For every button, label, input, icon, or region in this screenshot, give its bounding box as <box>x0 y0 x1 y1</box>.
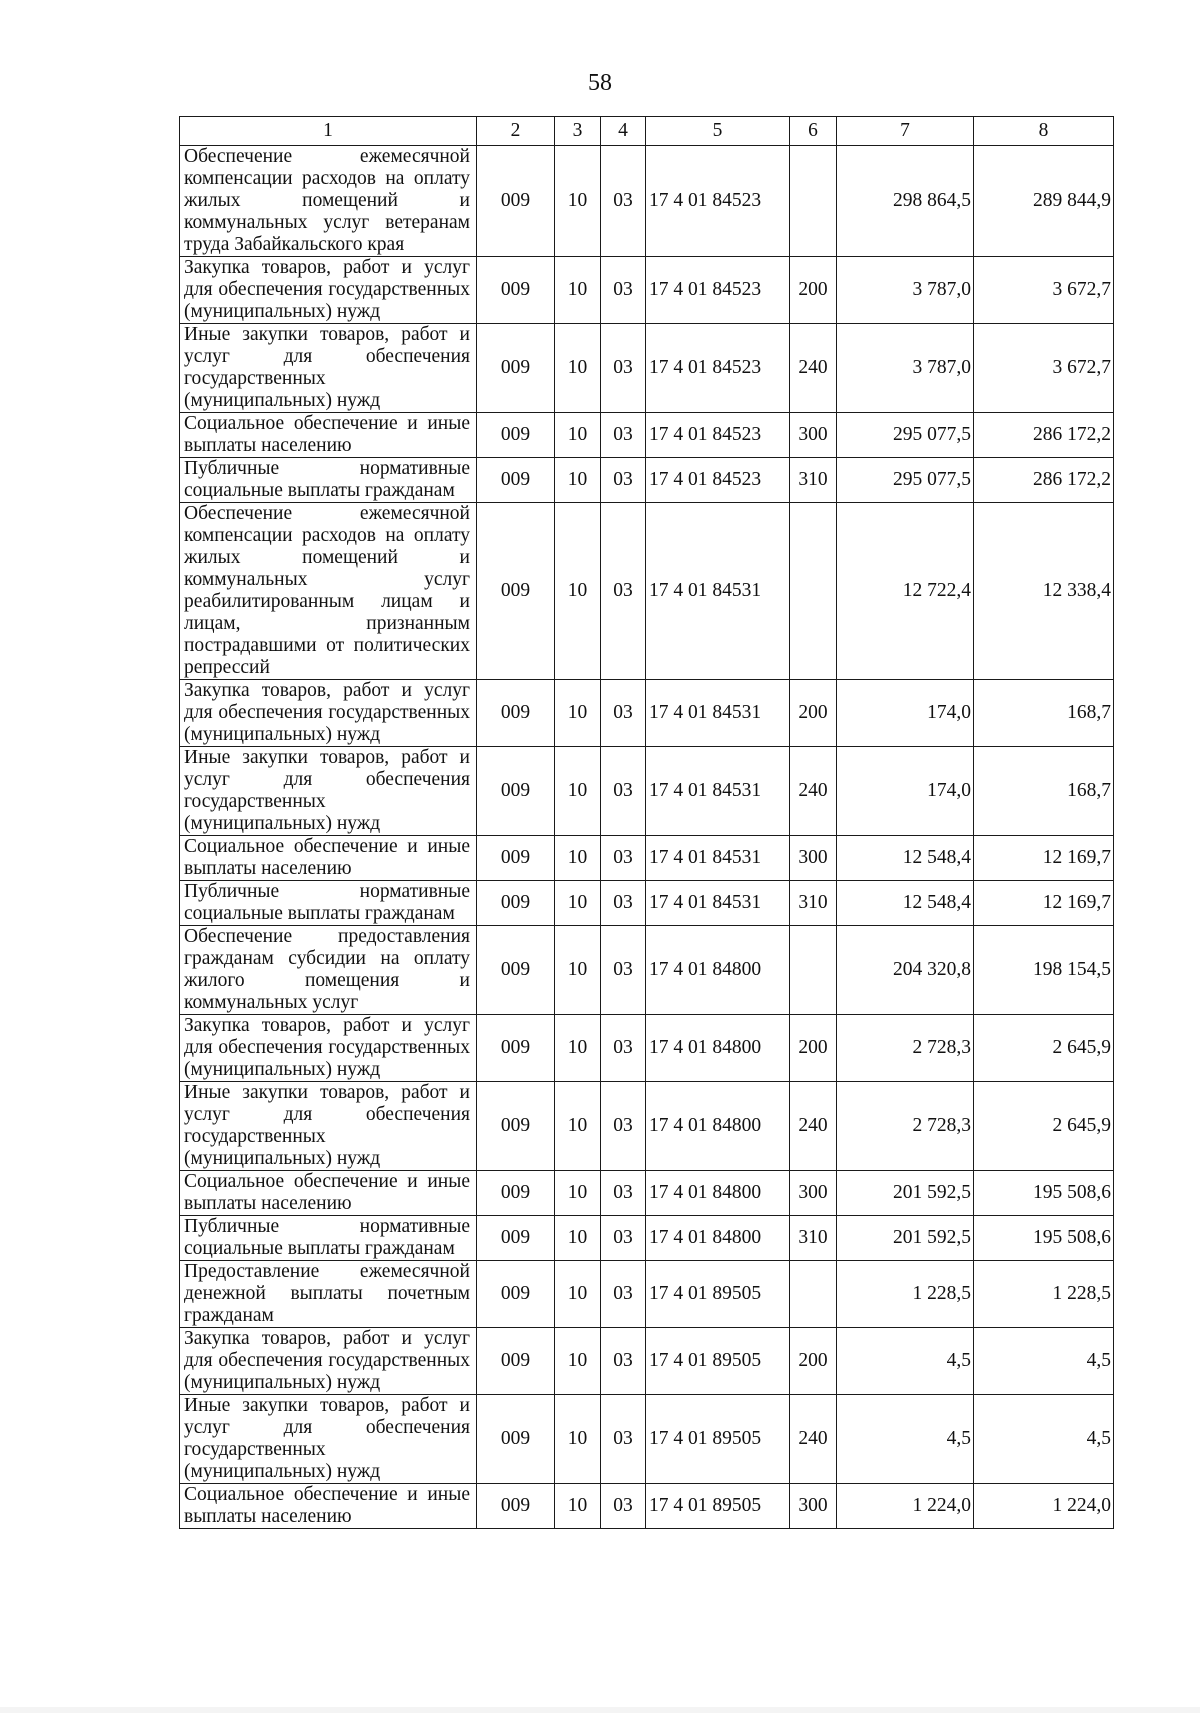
subsection-code: 03 <box>601 257 646 324</box>
table-row <box>180 1395 1114 1484</box>
row-description: Предоставление ежемесячной денежной выплаты почетным гражданам <box>180 1261 477 1328</box>
target-article-code: 17 4 01 89505 <box>646 1328 790 1395</box>
table-row <box>180 680 1114 747</box>
amount-year-2: 286 172,2 <box>974 413 1114 458</box>
ministry-code: 009 <box>477 257 555 324</box>
ministry-code: 009 <box>477 1328 555 1395</box>
amount-year-1: 12 548,4 <box>837 836 974 881</box>
row-description: Иные закупки товаров, работ и услуг для обеспечения государственных (муниципальных) нужд <box>180 747 477 836</box>
expense-type-code: 240 <box>790 1395 837 1484</box>
expense-type-code <box>790 146 837 257</box>
amount-year-1: 4,5 <box>837 1328 974 1395</box>
amount-year-2: 195 508,6 <box>974 1171 1114 1216</box>
target-article-code: 17 4 01 84531 <box>646 503 790 680</box>
section-code: 10 <box>555 257 601 324</box>
scan-edge <box>0 1707 1200 1713</box>
row-description: Публичные нормативные социальные выплаты гражданам <box>180 1216 477 1261</box>
expense-type-code: 200 <box>790 1328 837 1395</box>
target-article-code: 17 4 01 84800 <box>646 1015 790 1082</box>
amount-year-2: 198 154,5 <box>974 926 1114 1015</box>
expense-type-code <box>790 926 837 1015</box>
section-code: 10 <box>555 1484 601 1529</box>
expense-type-code <box>790 503 837 680</box>
ministry-code: 009 <box>477 146 555 257</box>
amount-year-2: 12 169,7 <box>974 881 1114 926</box>
subsection-code: 03 <box>601 1216 646 1261</box>
expense-type-code: 310 <box>790 881 837 926</box>
subsection-code: 03 <box>601 324 646 413</box>
ministry-code: 009 <box>477 1015 555 1082</box>
expense-type-code: 300 <box>790 1171 837 1216</box>
section-code: 10 <box>555 1395 601 1484</box>
budget-table <box>179 116 1114 1529</box>
amount-year-2: 12 169,7 <box>974 836 1114 881</box>
section-code: 10 <box>555 747 601 836</box>
amount-year-1: 174,0 <box>837 680 974 747</box>
amount-year-2: 3 672,7 <box>974 257 1114 324</box>
amount-year-1: 1 228,5 <box>837 1261 974 1328</box>
target-article-code: 17 4 01 89505 <box>646 1261 790 1328</box>
table-row <box>180 881 1114 926</box>
expense-type-code <box>790 1261 837 1328</box>
ministry-code: 009 <box>477 413 555 458</box>
table-row <box>180 1082 1114 1171</box>
row-description: Социальное обеспечение и иные выплаты населению <box>180 413 477 458</box>
ministry-code: 009 <box>477 1395 555 1484</box>
row-description: Закупка товаров, работ и услуг для обеспечения государственных (муниципальных) нужд <box>180 1328 477 1395</box>
section-code: 10 <box>555 1261 601 1328</box>
amount-year-1: 204 320,8 <box>837 926 974 1015</box>
table-row <box>180 1171 1114 1216</box>
table-row <box>180 747 1114 836</box>
amount-year-1: 201 592,5 <box>837 1216 974 1261</box>
amount-year-2: 12 338,4 <box>974 503 1114 680</box>
amount-year-2: 3 672,7 <box>974 324 1114 413</box>
amount-year-1: 201 592,5 <box>837 1171 974 1216</box>
subsection-code: 03 <box>601 1395 646 1484</box>
ministry-code: 009 <box>477 324 555 413</box>
table-body <box>180 146 1114 1529</box>
expense-type-code: 300 <box>790 836 837 881</box>
amount-year-2: 289 844,9 <box>974 146 1114 257</box>
subsection-code: 03 <box>601 747 646 836</box>
amount-year-1: 298 864,5 <box>837 146 974 257</box>
table-row <box>180 1216 1114 1261</box>
expense-type-code: 310 <box>790 1216 837 1261</box>
subsection-code: 03 <box>601 1082 646 1171</box>
table-row <box>180 1328 1114 1395</box>
amount-year-2: 4,5 <box>974 1328 1114 1395</box>
table-row <box>180 1015 1114 1082</box>
amount-year-2: 4,5 <box>974 1395 1114 1484</box>
target-article-code: 17 4 01 84531 <box>646 836 790 881</box>
ministry-code: 009 <box>477 1171 555 1216</box>
amount-year-1: 2 728,3 <box>837 1015 974 1082</box>
ministry-code: 009 <box>477 1484 555 1529</box>
ministry-code: 009 <box>477 1216 555 1261</box>
target-article-code: 17 4 01 84531 <box>646 881 790 926</box>
subsection-code: 03 <box>601 413 646 458</box>
ministry-code: 009 <box>477 1082 555 1171</box>
header-row <box>180 117 1114 146</box>
amount-year-2: 168,7 <box>974 747 1114 836</box>
section-code: 10 <box>555 1328 601 1395</box>
section-code: 10 <box>555 1015 601 1082</box>
amount-year-1: 1 224,0 <box>837 1484 974 1529</box>
amount-year-2: 1 224,0 <box>974 1484 1114 1529</box>
subsection-code: 03 <box>601 1261 646 1328</box>
ministry-code: 009 <box>477 836 555 881</box>
subsection-code: 03 <box>601 1484 646 1529</box>
section-code: 10 <box>555 680 601 747</box>
amount-year-2: 2 645,9 <box>974 1082 1114 1171</box>
amount-year-1: 2 728,3 <box>837 1082 974 1171</box>
row-description: Закупка товаров, работ и услуг для обеспечения государственных (муниципальных) нужд <box>180 257 477 324</box>
expense-type-code: 300 <box>790 1484 837 1529</box>
table-row <box>180 458 1114 503</box>
section-code: 10 <box>555 926 601 1015</box>
expense-type-code: 240 <box>790 324 837 413</box>
ministry-code: 009 <box>477 926 555 1015</box>
ministry-code: 009 <box>477 503 555 680</box>
amount-year-1: 174,0 <box>837 747 974 836</box>
amount-year-1: 12 548,4 <box>837 881 974 926</box>
subsection-code: 03 <box>601 1015 646 1082</box>
subsection-code: 03 <box>601 458 646 503</box>
expense-type-code: 240 <box>790 747 837 836</box>
section-code: 10 <box>555 324 601 413</box>
amount-year-1: 3 787,0 <box>837 257 974 324</box>
row-description: Иные закупки товаров, работ и услуг для обеспечения государственных (муниципальных) нужд <box>180 1082 477 1171</box>
target-article-code: 17 4 01 84523 <box>646 257 790 324</box>
target-article-code: 17 4 01 89505 <box>646 1484 790 1529</box>
table-row <box>180 1484 1114 1529</box>
header-cell: 6 <box>790 117 837 146</box>
ministry-code: 009 <box>477 747 555 836</box>
row-description: Социальное обеспечение и иные выплаты населению <box>180 1484 477 1529</box>
amount-year-2: 1 228,5 <box>974 1261 1114 1328</box>
row-description: Публичные нормативные социальные выплаты гражданам <box>180 881 477 926</box>
header-cell: 2 <box>477 117 555 146</box>
header-cell: 8 <box>974 117 1114 146</box>
section-code: 10 <box>555 1216 601 1261</box>
header-cell: 7 <box>837 117 974 146</box>
subsection-code: 03 <box>601 881 646 926</box>
ministry-code: 009 <box>477 680 555 747</box>
subsection-code: 03 <box>601 1171 646 1216</box>
amount-year-2: 2 645,9 <box>974 1015 1114 1082</box>
subsection-code: 03 <box>601 503 646 680</box>
ministry-code: 009 <box>477 458 555 503</box>
subsection-code: 03 <box>601 146 646 257</box>
row-description: Иные закупки товаров, работ и услуг для обеспечения государственных (муниципальных) нужд <box>180 324 477 413</box>
amount-year-1: 4,5 <box>837 1395 974 1484</box>
header-cell: 3 <box>555 117 601 146</box>
table-row <box>180 926 1114 1015</box>
section-code: 10 <box>555 146 601 257</box>
row-description: Публичные нормативные социальные выплаты гражданам <box>180 458 477 503</box>
target-article-code: 17 4 01 84800 <box>646 1082 790 1171</box>
expense-type-code: 300 <box>790 413 837 458</box>
section-code: 10 <box>555 413 601 458</box>
section-code: 10 <box>555 881 601 926</box>
target-article-code: 17 4 01 84531 <box>646 680 790 747</box>
header-cell: 4 <box>601 117 646 146</box>
table-row <box>180 324 1114 413</box>
expense-type-code: 200 <box>790 257 837 324</box>
table-row <box>180 146 1114 257</box>
subsection-code: 03 <box>601 680 646 747</box>
table-row <box>180 257 1114 324</box>
amount-year-1: 295 077,5 <box>837 413 974 458</box>
row-description: Закупка товаров, работ и услуг для обеспечения государственных (муниципальных) нужд <box>180 680 477 747</box>
target-article-code: 17 4 01 84523 <box>646 413 790 458</box>
target-article-code: 17 4 01 84800 <box>646 1216 790 1261</box>
section-code: 10 <box>555 1171 601 1216</box>
row-description: Иные закупки товаров, работ и услуг для обеспечения государственных (муниципальных) нужд <box>180 1395 477 1484</box>
row-description: Социальное обеспечение и иные выплаты населению <box>180 836 477 881</box>
table-row <box>180 503 1114 680</box>
subsection-code: 03 <box>601 836 646 881</box>
target-article-code: 17 4 01 84523 <box>646 458 790 503</box>
row-description: Обеспечение ежемесячной компенсации расходов на оплату жилых помещений и коммунальных услуг реабилитированным лицам и лицам, признанным пострадавшими от политических репрессий <box>180 503 477 680</box>
amount-year-2: 286 172,2 <box>974 458 1114 503</box>
row-description: Социальное обеспечение и иные выплаты населению <box>180 1171 477 1216</box>
ministry-code: 009 <box>477 881 555 926</box>
expense-type-code: 240 <box>790 1082 837 1171</box>
subsection-code: 03 <box>601 926 646 1015</box>
row-description: Закупка товаров, работ и услуг для обеспечения государственных (муниципальных) нужд <box>180 1015 477 1082</box>
table-header <box>180 117 1114 146</box>
header-cell: 5 <box>646 117 790 146</box>
expense-type-code: 310 <box>790 458 837 503</box>
amount-year-2: 168,7 <box>974 680 1114 747</box>
target-article-code: 17 4 01 89505 <box>646 1395 790 1484</box>
page-number: 58 <box>588 70 612 96</box>
target-article-code: 17 4 01 84523 <box>646 324 790 413</box>
subsection-code: 03 <box>601 1328 646 1395</box>
amount-year-1: 12 722,4 <box>837 503 974 680</box>
section-code: 10 <box>555 836 601 881</box>
table-row <box>180 1261 1114 1328</box>
amount-year-1: 295 077,5 <box>837 458 974 503</box>
row-description: Обеспечение ежемесячной компенсации расходов на оплату жилых помещений и коммунальных услуг ветеранам труда Забайкальского края <box>180 146 477 257</box>
table-row <box>180 413 1114 458</box>
amount-year-2: 195 508,6 <box>974 1216 1114 1261</box>
section-code: 10 <box>555 503 601 680</box>
target-article-code: 17 4 01 84531 <box>646 747 790 836</box>
section-code: 10 <box>555 458 601 503</box>
header-cell: 1 <box>180 117 477 146</box>
row-description: Обеспечение предоставления гражданам субсидии на оплату жилого помещения и коммунальных услуг <box>180 926 477 1015</box>
expense-type-code: 200 <box>790 680 837 747</box>
section-code: 10 <box>555 1082 601 1171</box>
expense-type-code: 200 <box>790 1015 837 1082</box>
ministry-code: 009 <box>477 1261 555 1328</box>
target-article-code: 17 4 01 84800 <box>646 926 790 1015</box>
amount-year-1: 3 787,0 <box>837 324 974 413</box>
table-row <box>180 836 1114 881</box>
target-article-code: 17 4 01 84523 <box>646 146 790 257</box>
target-article-code: 17 4 01 84800 <box>646 1171 790 1216</box>
